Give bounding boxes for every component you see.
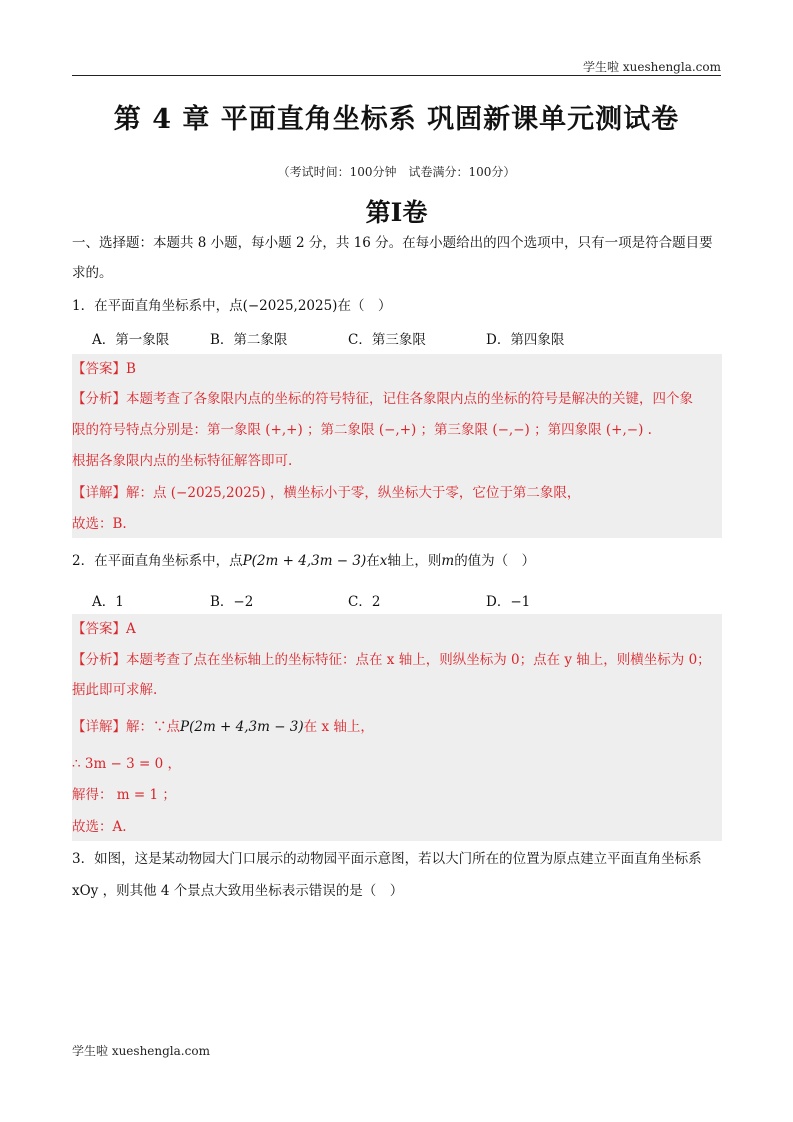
q2-answer: 【答案】A bbox=[72, 621, 136, 637]
q2-analysis-line2: 据此即可求解. bbox=[72, 682, 158, 698]
q1-option-b: B．第二象限 bbox=[210, 332, 288, 348]
q2-stem-post: 的值为（ ） bbox=[454, 553, 536, 569]
q1-answer-box bbox=[72, 354, 722, 538]
q2-detail-pre: 【详解】解：∵点 bbox=[72, 719, 180, 735]
q1-analysis-line3: 根据各象限内点的坐标特征解答即可. bbox=[72, 453, 293, 469]
q2-option-c: C．2 bbox=[348, 594, 381, 610]
q1-option-d: D．第四象限 bbox=[486, 332, 565, 348]
q1-point: (−2025,2025) bbox=[242, 298, 338, 314]
q2-detail-post: 在 x 轴上， bbox=[303, 719, 374, 735]
section-instructions-line1: 一、选择题：本题共 8 小题，每小题 2 分，共 16 分。在每小题给出的四个选项中，只有一项是符合题目要 bbox=[72, 235, 713, 251]
volume-heading: 第I卷 bbox=[365, 198, 428, 227]
q1-stem-pre: 1．在平面直角坐标系中，点 bbox=[72, 298, 243, 314]
q1-choice: 故选：B. bbox=[72, 516, 127, 532]
q1-analysis-line2: 限的符号特点分别是：第一象限 (+,+) ；第二象限 (−,+) ；第三象限 (−,−) ；第四象限 (+,−) . bbox=[72, 422, 652, 438]
q2-step1: ∴ 3m − 3 = 0 ， bbox=[72, 756, 182, 772]
q1-analysis-line1: 【分析】本题考查了各象限内点的坐标的符号特征，记住各象限内点的坐标的符号是解决的关键，四个象 bbox=[72, 391, 693, 407]
section-instructions bbox=[72, 233, 722, 283]
q2-option-d: D．−1 bbox=[486, 594, 531, 610]
q2-analysis-line1: 【分析】本题考查了点在坐标轴上的坐标特征：点在 x 轴上，则纵坐标为 0；点在 y 轴上，则横坐标为 0； bbox=[72, 652, 711, 668]
q1-stem-post: 在（ ） bbox=[337, 298, 392, 314]
section-instructions-line2: 求的。 bbox=[72, 265, 113, 281]
q1-detail: 【详解】解：点 (−2025,2025) ，横坐标小于零，纵坐标大于零，它位于第二象限， bbox=[72, 485, 581, 501]
q2-axis: x bbox=[379, 553, 388, 569]
footer-site: 学生啦 xueshengla.com bbox=[72, 1044, 210, 1058]
q2-option-b: B．−2 bbox=[210, 594, 254, 610]
q2-detail bbox=[72, 717, 720, 737]
q1-answer: 【答案】B bbox=[72, 361, 136, 377]
question-3-stem-line2: xOy ，则其他 4 个景点大致用坐标表示错误的是（ ） bbox=[72, 883, 404, 899]
question-2-stem bbox=[72, 551, 722, 571]
q2-point: P(2m + 4,3m − 3) bbox=[242, 553, 367, 569]
q2-stem-mid2: 轴上，则 bbox=[387, 553, 442, 569]
question-1-options bbox=[92, 328, 712, 348]
question-3-stem-line1: 3．如图，这是某动物园大门口展示的动物园平面示意图，若以大门所在的位置为原点建立平面直角坐标系 bbox=[72, 851, 702, 867]
q2-var: m bbox=[441, 553, 455, 569]
q2-option-a: A．1 bbox=[92, 594, 124, 610]
q2-stem-pre: 2．在平面直角坐标系中，点 bbox=[72, 553, 243, 569]
q2-step2: 解得： m = 1 ； bbox=[72, 787, 176, 803]
q1-option-c: C．第三象限 bbox=[348, 332, 426, 348]
header-site: 学生啦 xueshengla.com bbox=[583, 60, 721, 74]
q2-detail-point: P(2m + 4,3m − 3) bbox=[180, 719, 304, 735]
question-1-stem bbox=[72, 296, 722, 316]
header-divider bbox=[72, 75, 721, 76]
exam-info: （考试时间：100分钟 试卷满分：100分） bbox=[277, 165, 516, 179]
page-title: 第 4 章 平面直角坐标系 巩固新课单元测试卷 bbox=[113, 104, 680, 135]
q1-option-a: A．第一象限 bbox=[92, 332, 170, 348]
q2-choice: 故选：A. bbox=[72, 819, 127, 835]
question-2-options bbox=[92, 590, 712, 610]
q2-stem-mid: 在 bbox=[366, 553, 380, 569]
